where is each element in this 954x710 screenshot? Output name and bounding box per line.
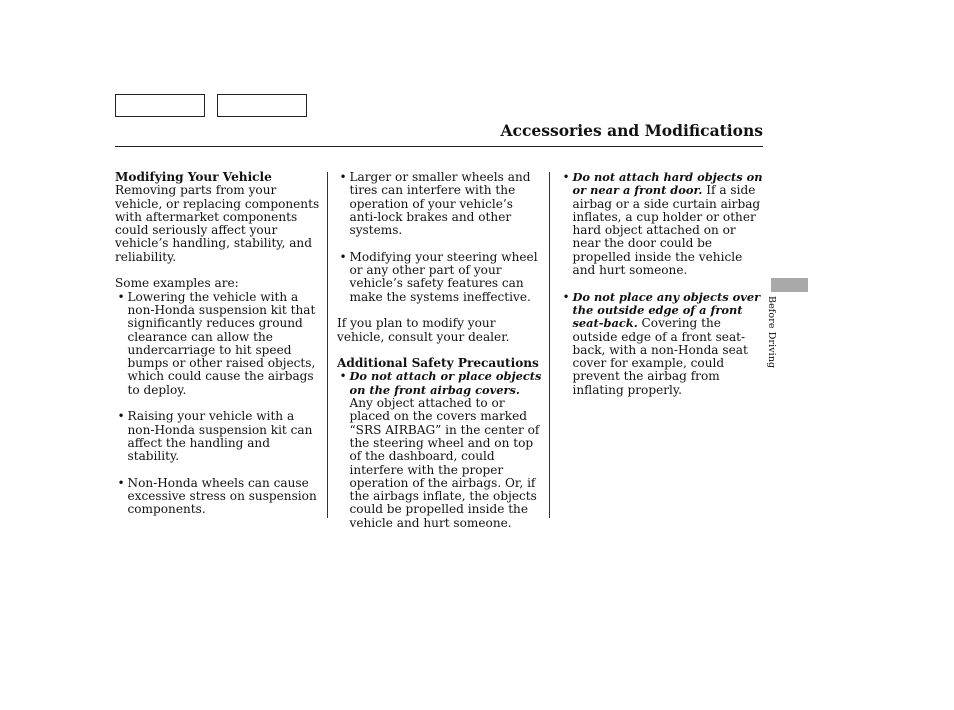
dealer-note: If you plan to modify your vehicle, consult your dealer. [337, 316, 510, 344]
list-item: • Raising your vehicle with a non-Honda suspension kit can affect the handling and stability. [115, 410, 320, 463]
safety-item [560, 171, 764, 277]
warning-text: Do not attach hard objects on or near a front door. [572, 170, 763, 198]
list-item: • Larger or smaller wheels and tires can interfere with the operation of your vehicle’s anti-lock brakes and other systems. [337, 171, 543, 237]
safety-list [337, 370, 543, 530]
warning-text: Do not place any objects over the outside edge of a front seat-back. [572, 289, 761, 331]
column-1 [115, 171, 320, 517]
section-label: Before Driving [766, 296, 777, 369]
safety-item [560, 291, 764, 397]
column-divider [327, 172, 328, 518]
section-heading-modifying: Modifying Your Vehicle [115, 170, 272, 184]
header-rule [115, 146, 763, 147]
list-item: • Lowering the vehicle with a non-Honda suspension kit that significantly reduces ground clearance can allow the undercarriage to hit speed bumps or other raised objects, which could cause the airbags to deploy. [115, 291, 320, 397]
safety-list-continued [560, 171, 764, 397]
section-tab-marker [771, 278, 808, 292]
section-heading-safety: Additional Safety Precautions [337, 356, 539, 371]
nav-button-previous[interactable] [115, 94, 205, 117]
safety-item [337, 370, 543, 530]
column-2 [337, 171, 543, 530]
page-title: Accessories and Modifications [500, 121, 763, 140]
safety-explanation: Any object attached to or placed on the covers marked “SRS AIRBAG” in the center of the steering wheel and on top of the dashboard, could interfere with the proper operation of the airbags. Or, if the airbags inflate, the objects could be propelled inside the vehicle and hurt someone. [349, 396, 540, 530]
examples-list [115, 291, 320, 517]
column-divider [549, 172, 550, 518]
nav-button-next[interactable] [217, 94, 307, 117]
examples-label: Some examples are: [115, 276, 239, 291]
safety-explanation: Covering the outside edge of a front seat-back, with a non-Honda seat cover for example, could prevent the airbag from inflating properly. [572, 316, 748, 397]
intro-paragraph: Removing parts from your vehicle, or replacing components with aftermarket components could seriously affect your vehicle’s handling, stability, and reliability. [115, 183, 320, 264]
list-item: • Non-Honda wheels can cause excessive stress on suspension components. [115, 477, 320, 517]
warning-text: Do not attach or place objects on the front airbag covers. [349, 369, 542, 397]
column-3 [560, 171, 764, 397]
examples-list-continued [337, 171, 543, 304]
safety-explanation: If a side airbag or a side curtain airbag inflates, a cup holder or other hard object attached on or near the door could be propelled inside the vehicle and hurt someone. [572, 183, 761, 278]
list-item: • Modifying your steering wheel or any other part of your vehicle’s safety features can make the systems ineffective. [337, 251, 543, 304]
